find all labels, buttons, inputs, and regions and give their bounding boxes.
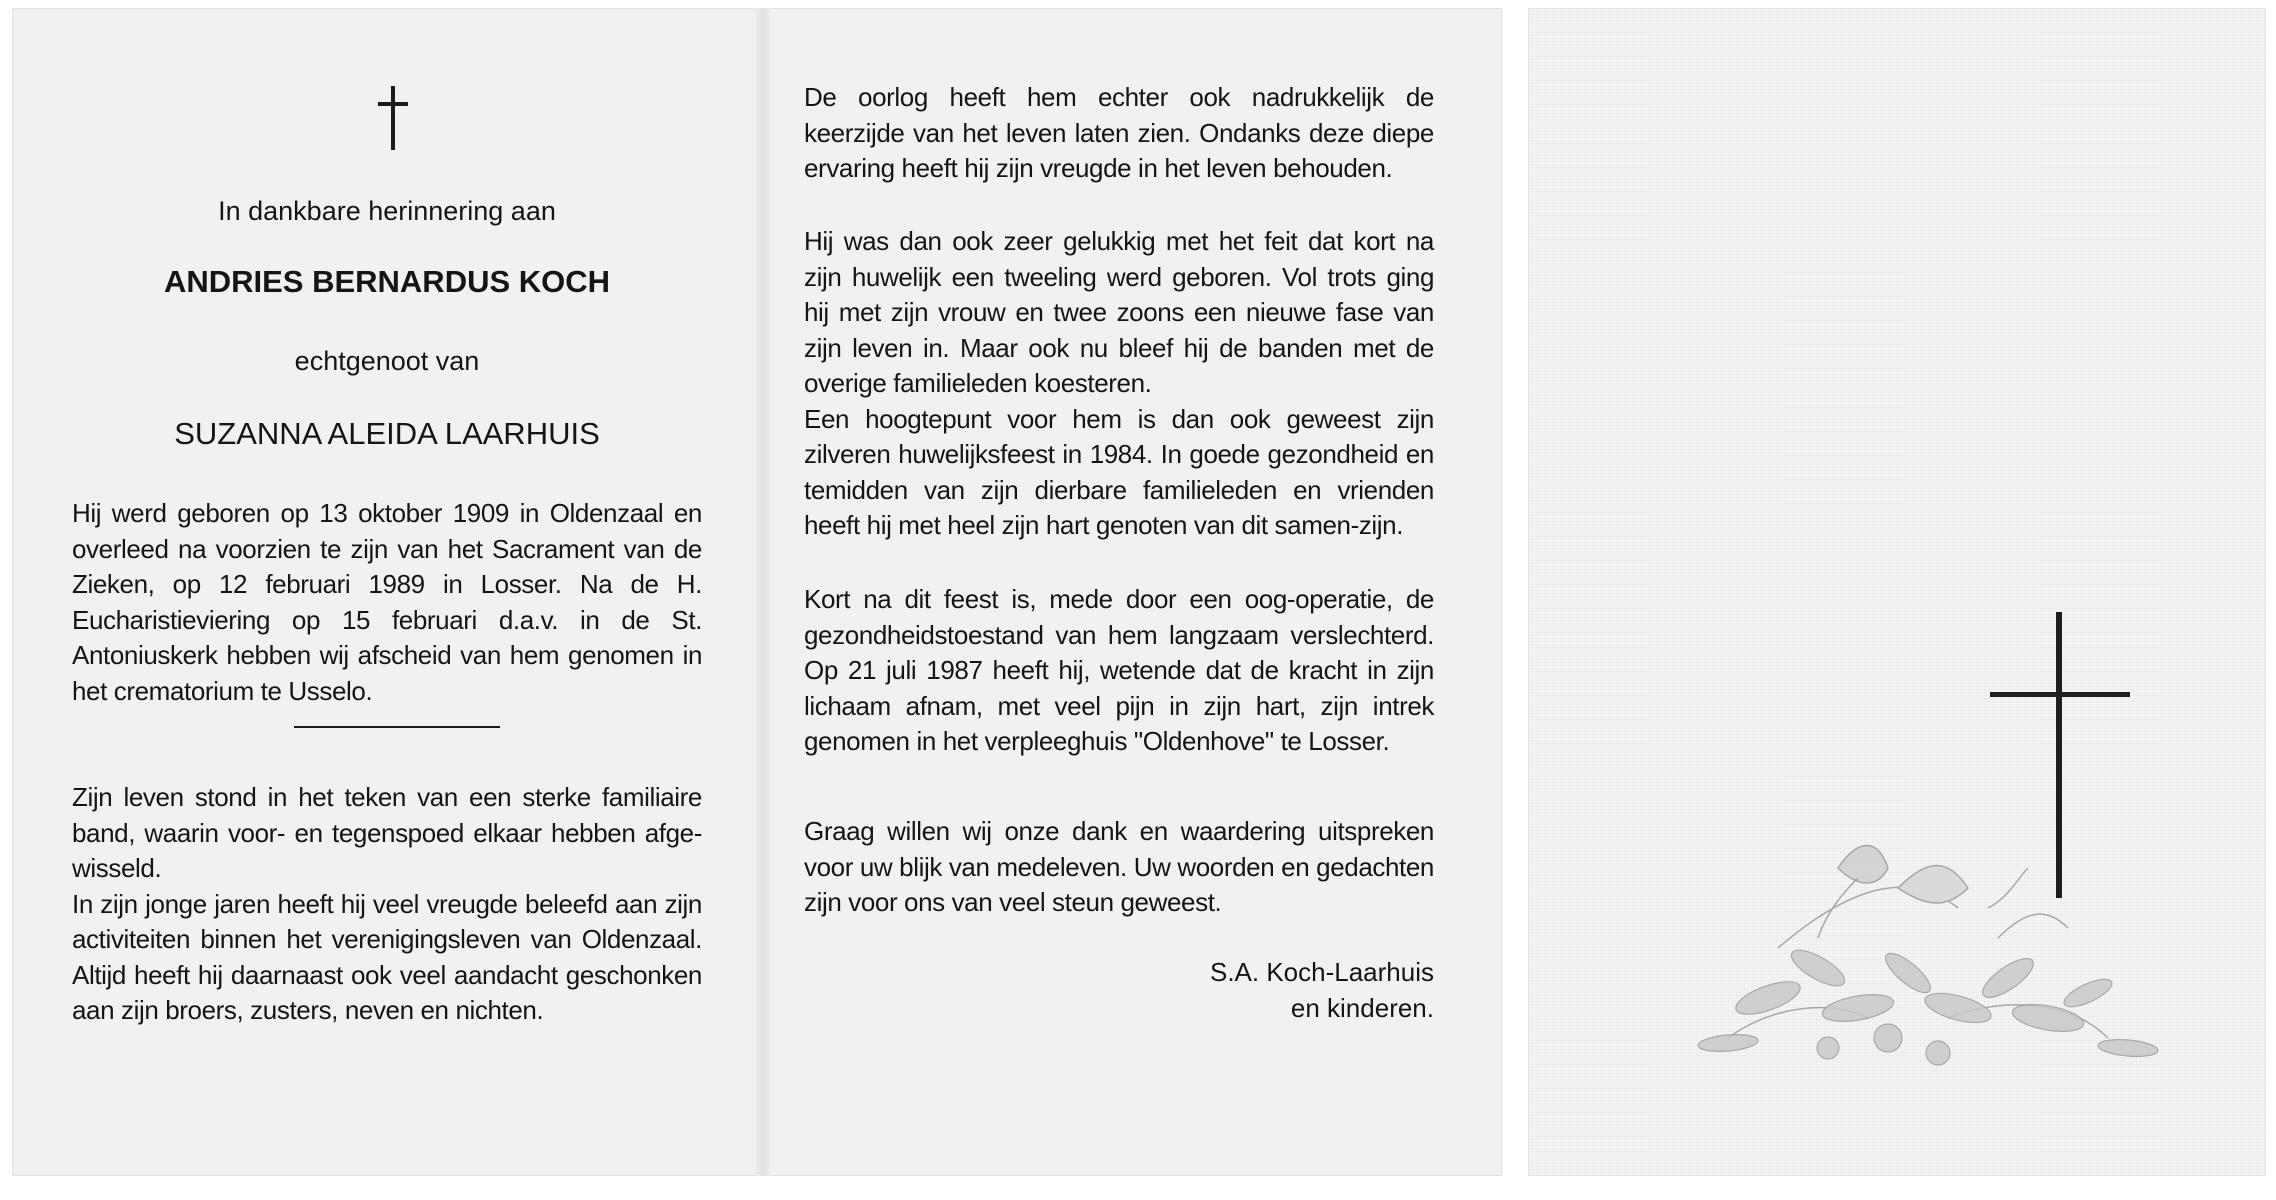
divider <box>294 726 500 728</box>
family-paragraph: Hij was dan ook zeer gelukkig met het feit dat kort na zijn huwelijk een tweeling werd geboren. Vol trots ging hij met zijn vrouw en twee zoons een nieuwe fase van zijn leven in. Maar ook nu bleef hij de banden met de overige familieleden koesteren. Een hoogtepunt voor hem is dan ook geweest zijn zilveren huwelijksfeest in 1984. In goede gezondheid en temidden van zijn dierbare familieleden en vrienden heeft hij met heel zijn hart genoten van dit samen-zijn. <box>804 226 1434 540</box>
signature-name: S.A. Koch-Laarhuis <box>1209 957 1434 987</box>
memorial-card-inside <box>12 8 1502 1176</box>
signature-family: en kinderen. <box>1290 993 1434 1023</box>
biography-paragraph: Hij werd geboren op 13 oktober 1909 in Oldenzaal en overleed na voorzien te zijn van het Sacrament van de Zieken, op 12 februari 1989 in Losser. Na de H. Eucharistieviering op 15 februari d.a.v. in de St. Antoniuskerk hebben wij afscheid van hem genomen in het crematorium te Usselo. <box>72 498 702 706</box>
war-paragraph: De oorlog heeft hem echter ook nadrukkelijk de keerzijde van het leven laten zien. Ondanks deze diepe ervaring heeft hij zijn vreugde in het leven behouden. <box>804 82 1434 183</box>
wheat-and-flowers-drawing <box>1528 8 2266 1176</box>
card-fold <box>756 8 770 1176</box>
thanks-paragraph: Graag willen wij onze dank en waardering uitspreken voor uw blijk van medeleven. Uw woorden en gedachten zijn voor ons van veel steun geweest. <box>804 816 1434 917</box>
deceased-name: ANDRIES BERNARDUS KOCH <box>163 264 611 299</box>
intro-text: In dankbare herinnering aan <box>218 196 556 226</box>
cross-icon <box>378 86 408 150</box>
signature <box>1210 954 1434 1026</box>
memorial-card-front <box>1528 8 2266 1176</box>
cross-icon <box>1990 612 2130 898</box>
spouse-name: SUZANNA ALEIDA LAARHUIS <box>174 416 600 451</box>
spouse-label: echtgenoot van <box>294 346 480 376</box>
health-paragraph: Kort na dit feest is, mede door een oog-operatie, de gezondheidstoestand van hem langzaam verslechterd. Op 21 juli 1987 heeft hij, wetende dat de kracht in zijn lichaam afnam, met veel pijn in zijn hart, zijn intrek genomen in het verpleeghuis "Oldenhove" te Losser. <box>804 584 1434 756</box>
life-paragraph: Zijn leven stond in het teken van een sterke familiaire band, waarin voor- en tegenspoed elkaar hebben afge-wisseld. In zijn jonge jaren heeft hij veel vreugde beleefd aan zijn activiteiten binnen het verenigingsleven van Oldenzaal. Altijd heeft hij daarnaast ook veel aandacht geschonken aan zijn broers, zusters, neven en nichten. <box>72 782 702 1025</box>
